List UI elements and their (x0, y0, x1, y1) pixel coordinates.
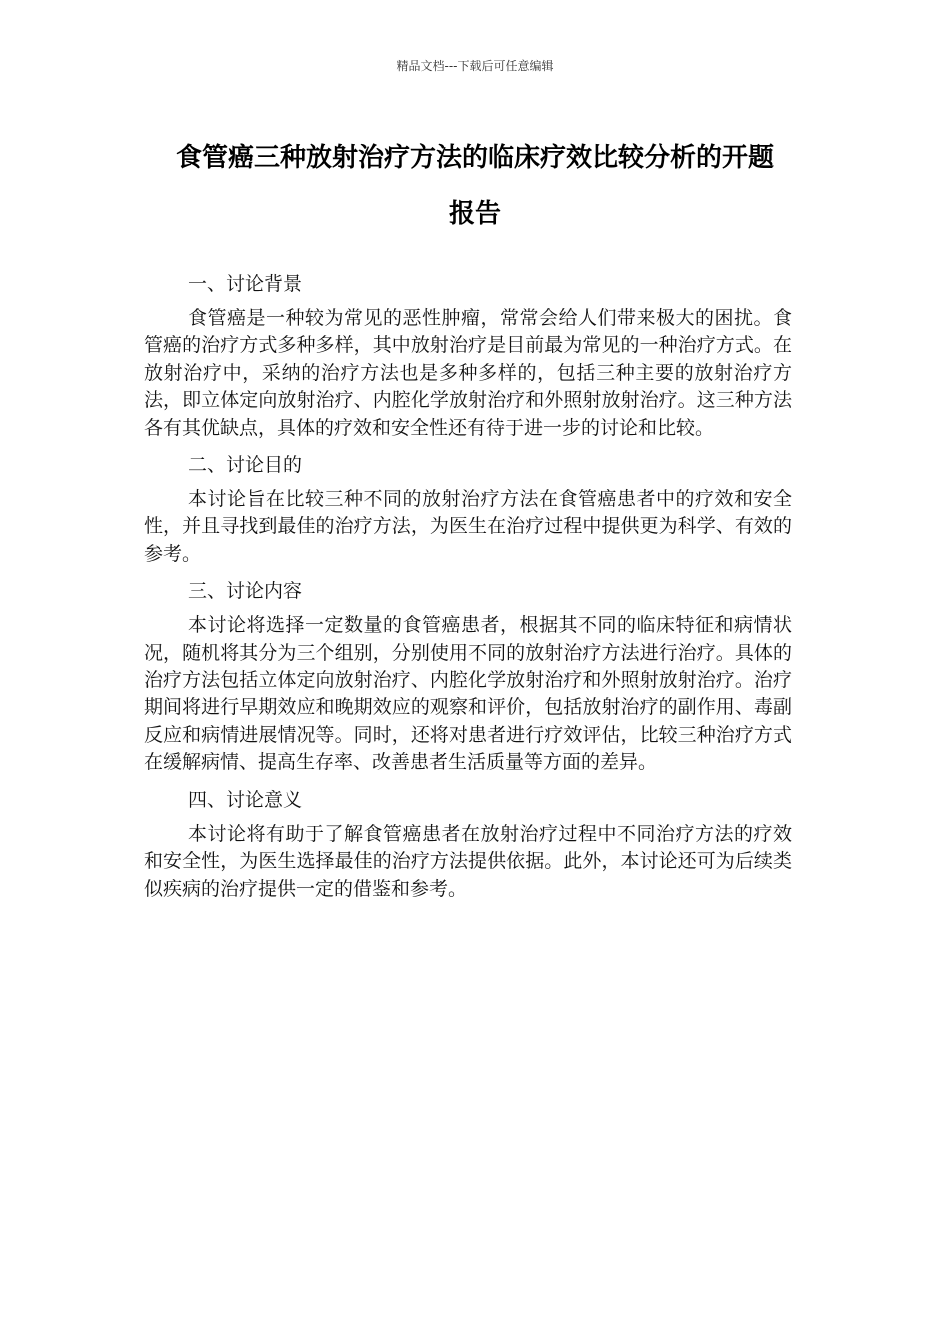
section-heading: 三、讨论内容 (188, 580, 303, 603)
section-content (144, 574, 792, 776)
section-significance (144, 783, 792, 903)
section-heading: 二、讨论目的 (188, 454, 303, 477)
section-heading: 一、讨论背景 (188, 273, 303, 295)
section-heading: 四、讨论意义 (188, 788, 303, 811)
section-paragraph: 本讨论将选择一定数量的食管癌患者，根据其不同的临床特征和病情状况，随机将其分为三个组别，分别使用不同的放射治疗方法进行治疗。具体的治疗方法包括立体定向放射治疗、内腔化学放射治疗和外照射放射治疗。治疗期间将进行早期效应和晚期效应的观察和评价，包括放射治疗的副作用、毒副反应和病情进展情况等。同时，还将对患者进行疗效评估，比较三种治疗方式在缓解病情、提高生存率、改善患者生活质量等方面的差异。 (144, 614, 792, 774)
header-note: 精品文档---下载后可任意编辑 (396, 59, 554, 73)
section-paragraph: 食管癌是一种较为常见的恶性肿瘤，常常会给人们带来极大的困扰。食管癌的治疗方式多种多样，其中放射治疗是目前最为常见的一种治疗方式。在放射治疗中，采纳的治疗方法也是多种多样的，包括三种主要的放射治疗方法，即立体定向放射治疗、内腔化学放射治疗和外照射放射治疗。这三种方法各有其优缺点，具体的疗效和安全性还有待于进一步的讨论和比较。 (144, 307, 792, 439)
document-title (140, 130, 810, 242)
section-paragraph: 本讨论旨在比较三种不同的放射治疗方法在食管癌患者中的疗效和安全性，并且寻找到最佳的治疗方法，为医生在治疗过程中提供更为科学、有效的参考。 (144, 488, 792, 565)
section-purpose (144, 448, 792, 568)
title-line-2: 报告 (448, 199, 501, 229)
title-line-1: 食管癌三种放射治疗方法的临床疗效比较分析的开题 (175, 143, 774, 173)
document-body (144, 267, 792, 909)
section-background (144, 267, 792, 442)
section-paragraph: 本讨论将有助于了解食管癌患者在放射治疗过程中不同治疗方法的疗效和安全性，为医生选择最佳的治疗方法提供依据。此外，本讨论还可为后续类似疾病的治疗提供一定的借鉴和参考。 (144, 822, 792, 900)
